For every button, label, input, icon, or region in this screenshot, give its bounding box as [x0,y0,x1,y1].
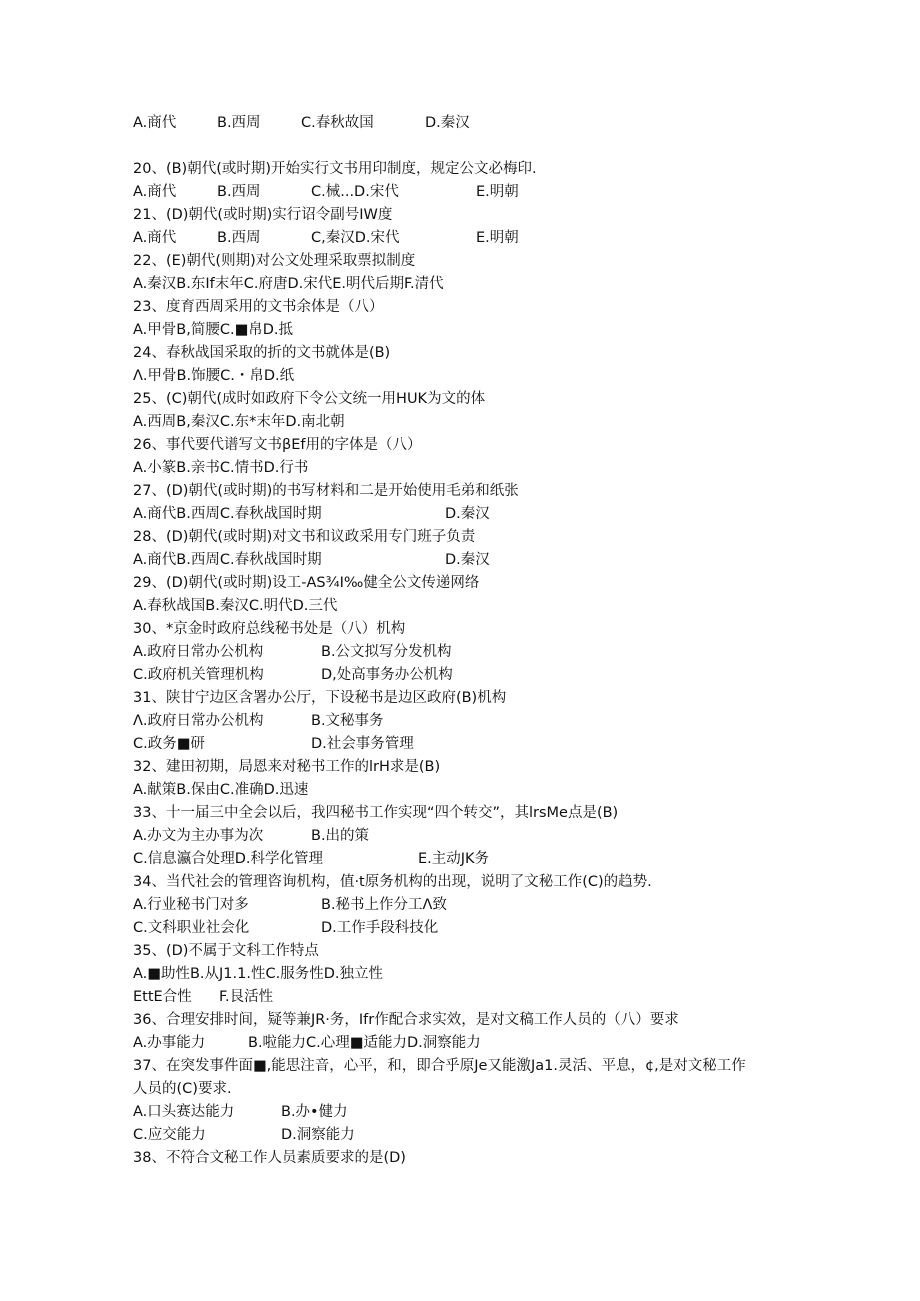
option-b: B.文秘事务 [311,713,384,729]
options-text: A.甲骨B,简腰C.■帛D.抵 [133,322,294,338]
option-c: C.文科职业社会化 [133,920,250,936]
question-text: 31、陕甘宁边区含署办公厅，下设秘书是边区政府(B)机构 [133,690,507,706]
option-d: D.秦汉 [425,115,470,131]
option-d: D.秦汉 [445,552,490,568]
option-d: D.秦汉 [445,506,490,522]
question-text: 34、当代社会的管理咨询机构，值·t原务机构的出现，说明了文秘工作(C)的趋势. [133,874,652,890]
question-text: 28、(D)朝代(或时期)对文书和议政采用专门班子负责 [133,529,476,545]
options-text: A.商代B.西周C.春秋战国时期 [133,552,322,568]
option-d: D.洞察能力 [281,1127,355,1143]
option-b-c-d: B.啦能力C.心理■适能力D.洞察能力 [248,1035,481,1051]
option-a: A.商代 [133,230,177,246]
option-a: A.政府日常办公机构 [133,644,264,660]
option-c: C.政务■研 [133,736,205,752]
question-text: 38、不符合文秘工作人员素质要求的是(D) [133,1150,406,1166]
option-b: B.西周 [217,184,261,200]
option-c-d: C,秦汉D.宋代 [311,230,400,246]
options-text: A.商代B.西周C.春秋战国时期 [133,506,322,522]
option-c-d: C.械...D.宋代 [311,184,399,200]
question-text: 27、(D)朝代(或时期)的书写材料和二是开始使用毛弟和纸张 [133,483,519,499]
option-a: A.行业秘书门对多 [133,897,249,913]
question-text: 23、度育西周采用的文书余体是（八） [133,299,384,315]
question-text: 37、在突发事件面■,能思注音，心平，和，即合乎原Je又能激Ja1.灵活、平息，¢,是对文秘工作 [133,1058,746,1074]
option-c-d: C.信息瀛合处理D.科学化管理 [133,851,324,867]
options-text: Λ.甲骨B.饰腰C.・帛D.纸 [133,368,295,384]
option-e: E.主动JK务 [418,851,490,867]
options-text: A.西周B,秦汉C.东*末年D.南北朝 [133,414,345,430]
option-c: C.应交能力 [133,1127,206,1143]
option-e: EttE合性 [133,989,192,1005]
option-b: B.西周 [217,115,261,131]
option-b: B.办•健力 [281,1104,348,1120]
question-text: 25、(C)朝代(成时如政府下令公文统一用HUK为文的体 [133,391,486,407]
option-a: Λ.政府日常办公机构 [133,713,264,729]
option-a: A.办事能力 [133,1035,206,1051]
options-text: A.献策B.保由C.准确D.迅速 [133,782,309,798]
option-b: B.西周 [217,230,261,246]
option-f: F.艮活性 [219,989,274,1005]
question-text: 21、(D)朝代(或时期)实行诏令副号IW度 [133,207,393,223]
question-text: 32、建田初期，局恩来对秘书工作的lrH求是(B) [133,759,441,775]
question-text: 24、春秋战国采取的折的文书就体是(B) [133,345,391,361]
option-a: A.口头赛达能力 [133,1104,235,1120]
options-text: A.■助性B.从J1.1.性C.服务性D.独立性 [133,966,383,982]
question-text: 人员的(C)要求. [133,1081,232,1097]
question-text: 36、合理安排时间，疑等兼JR·务，Ifr作配合求实效，是对文稿工作人员的（八）要求 [133,1012,679,1028]
options-text: A.小篆B.亲书C.情书D.行书 [133,460,309,476]
option-c: C.春秋故国 [301,115,374,131]
option-d: D.社会事务管理 [311,736,414,752]
option-e: E.明朝 [476,230,519,246]
question-text: 22、(E)朝代(则期)对公文处理采取票拟制度 [133,253,416,269]
option-c: C.政府机关管理机构 [133,667,264,683]
option-a: A.办文为主办事为次 [133,828,264,844]
question-text: 29、(D)朝代(或时期)设工-AS¾I‰健全公文传递网络 [133,575,480,591]
question-text: 33、十一届三中全会以后，我四秘书工作实现“四个转交”，其lrsMe点是(B) [133,805,619,821]
question-text: 35、(D)不属于文科工作特点 [133,943,319,959]
option-d: D,处高事务办公机构 [321,667,453,683]
options-text: A.秦汉B.东If末年C.府唐D.宋代E.明代后期F.清代 [133,276,444,292]
question-text: 26、事代要代谱写文书βEf用的字体是（八） [133,437,422,453]
option-b: B.秘书上作分工Λ致 [321,897,447,913]
option-a: A.商代 [133,115,177,131]
option-a: A.商代 [133,184,177,200]
option-b: B.出的策 [311,828,370,844]
option-b: B.公文拟写分发机构 [321,644,452,660]
options-text: A.春秋战国B.秦汉C.明代D.三代 [133,598,338,614]
option-e: E.明朝 [476,184,519,200]
option-d: D.工作手段科技化 [321,920,439,936]
question-text: 20、(B)朝代(或时期)开始实行文书用印制度，规定公文必梅印. [133,161,537,177]
question-text: 30、*京金时政府总线秘书处是（八）机构 [133,621,406,637]
